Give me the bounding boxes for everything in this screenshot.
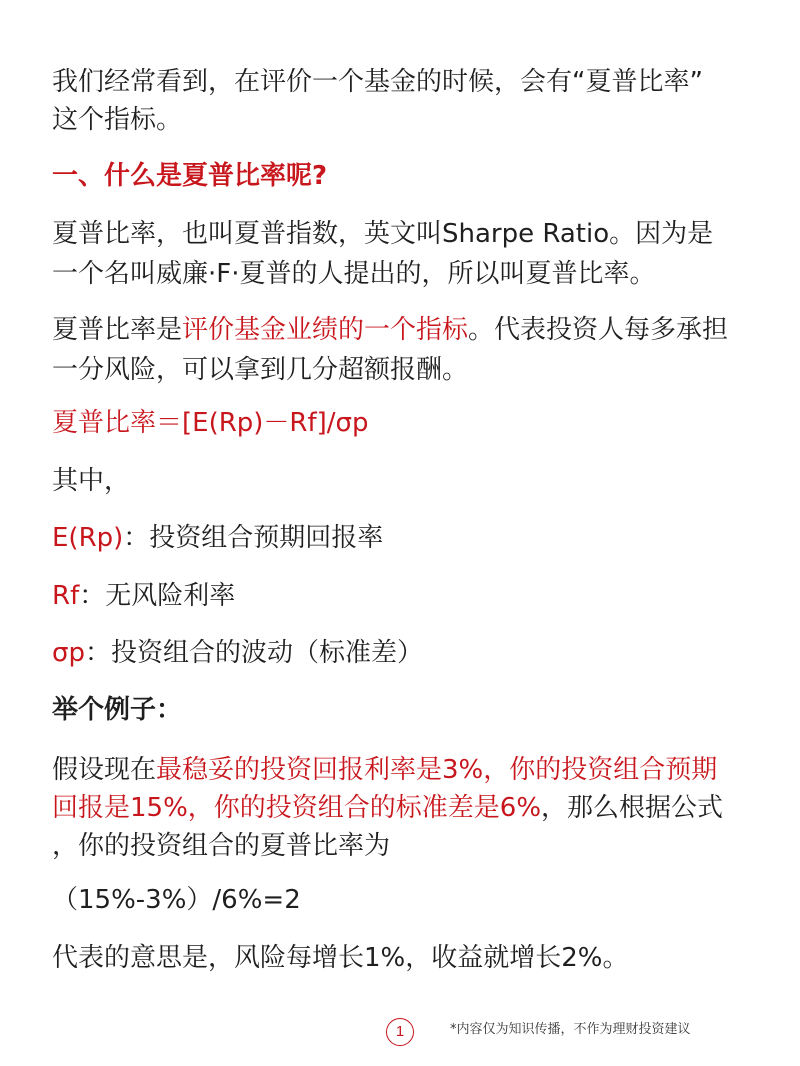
meaning-prefix: 夏普比率是 <box>52 315 183 345</box>
term-description: ：投资组合的波动（标准差） <box>84 638 423 668</box>
meaning-highlight: 评价基金业绩的一个指标 <box>182 315 469 345</box>
sharpe-formula: 夏普比率＝[E(Rp)－Rf]/σp <box>52 408 369 438</box>
meaning-line-2: 一分风险，可以拿到几分超额报酬。 <box>52 355 469 385</box>
term-risk-free-rate <box>52 576 760 616</box>
intro-line-1: 我们经常看到，在评价一个基金的时候，会有“夏普比率” <box>52 67 703 97</box>
example-suffix: ，那么根据公式 <box>541 793 724 823</box>
section-heading: 一、什么是夏普比率呢? <box>52 161 328 191</box>
definition-line-1: 夏普比率，也叫夏普指数，英文叫Sharpe Ratio。因为是 <box>52 219 714 249</box>
meaning-suffix: 。代表投资人每多承担 <box>468 315 729 345</box>
disclaimer-note: *内容仅为知识传播，不作为理财投资建议 <box>450 1022 691 1037</box>
example-line-3: ，你的投资组合的夏普比率为 <box>52 831 391 861</box>
example-prefix: 假设现在 <box>52 755 157 785</box>
example-highlight: 回报是15%，你的投资组合的标准差是6% <box>52 793 542 823</box>
conclusion: 代表的意思是，风险每增长1%，收益就增长2%。 <box>52 943 629 973</box>
calculation: （15%-3%）/6%=2 <box>52 885 301 915</box>
example-line-2 <box>52 788 760 828</box>
term-description: ：投资组合预期回报率 <box>123 523 384 553</box>
term-symbol: σp <box>52 638 85 668</box>
term-volatility <box>52 633 760 673</box>
page-number-badge: 1 <box>386 1018 414 1046</box>
term-symbol: Rf <box>52 581 80 611</box>
example-highlight: 最稳妥的投资回报利率是3%，你的投资组合预期 <box>156 755 718 785</box>
intro-line-2: 这个指标。 <box>52 105 183 135</box>
term-expected-return <box>52 518 760 558</box>
meaning-line-1 <box>52 310 760 350</box>
term-symbol: E(Rp) <box>52 523 124 553</box>
example-line-1 <box>52 750 760 790</box>
where-label: 其中， <box>52 466 131 496</box>
definition-line-2: 一个名叫威廉·F·夏普的人提出的，所以叫夏普比率。 <box>52 259 656 289</box>
example-heading: 举个例子： <box>52 695 183 725</box>
term-description: ：无风险利率 <box>79 581 236 611</box>
